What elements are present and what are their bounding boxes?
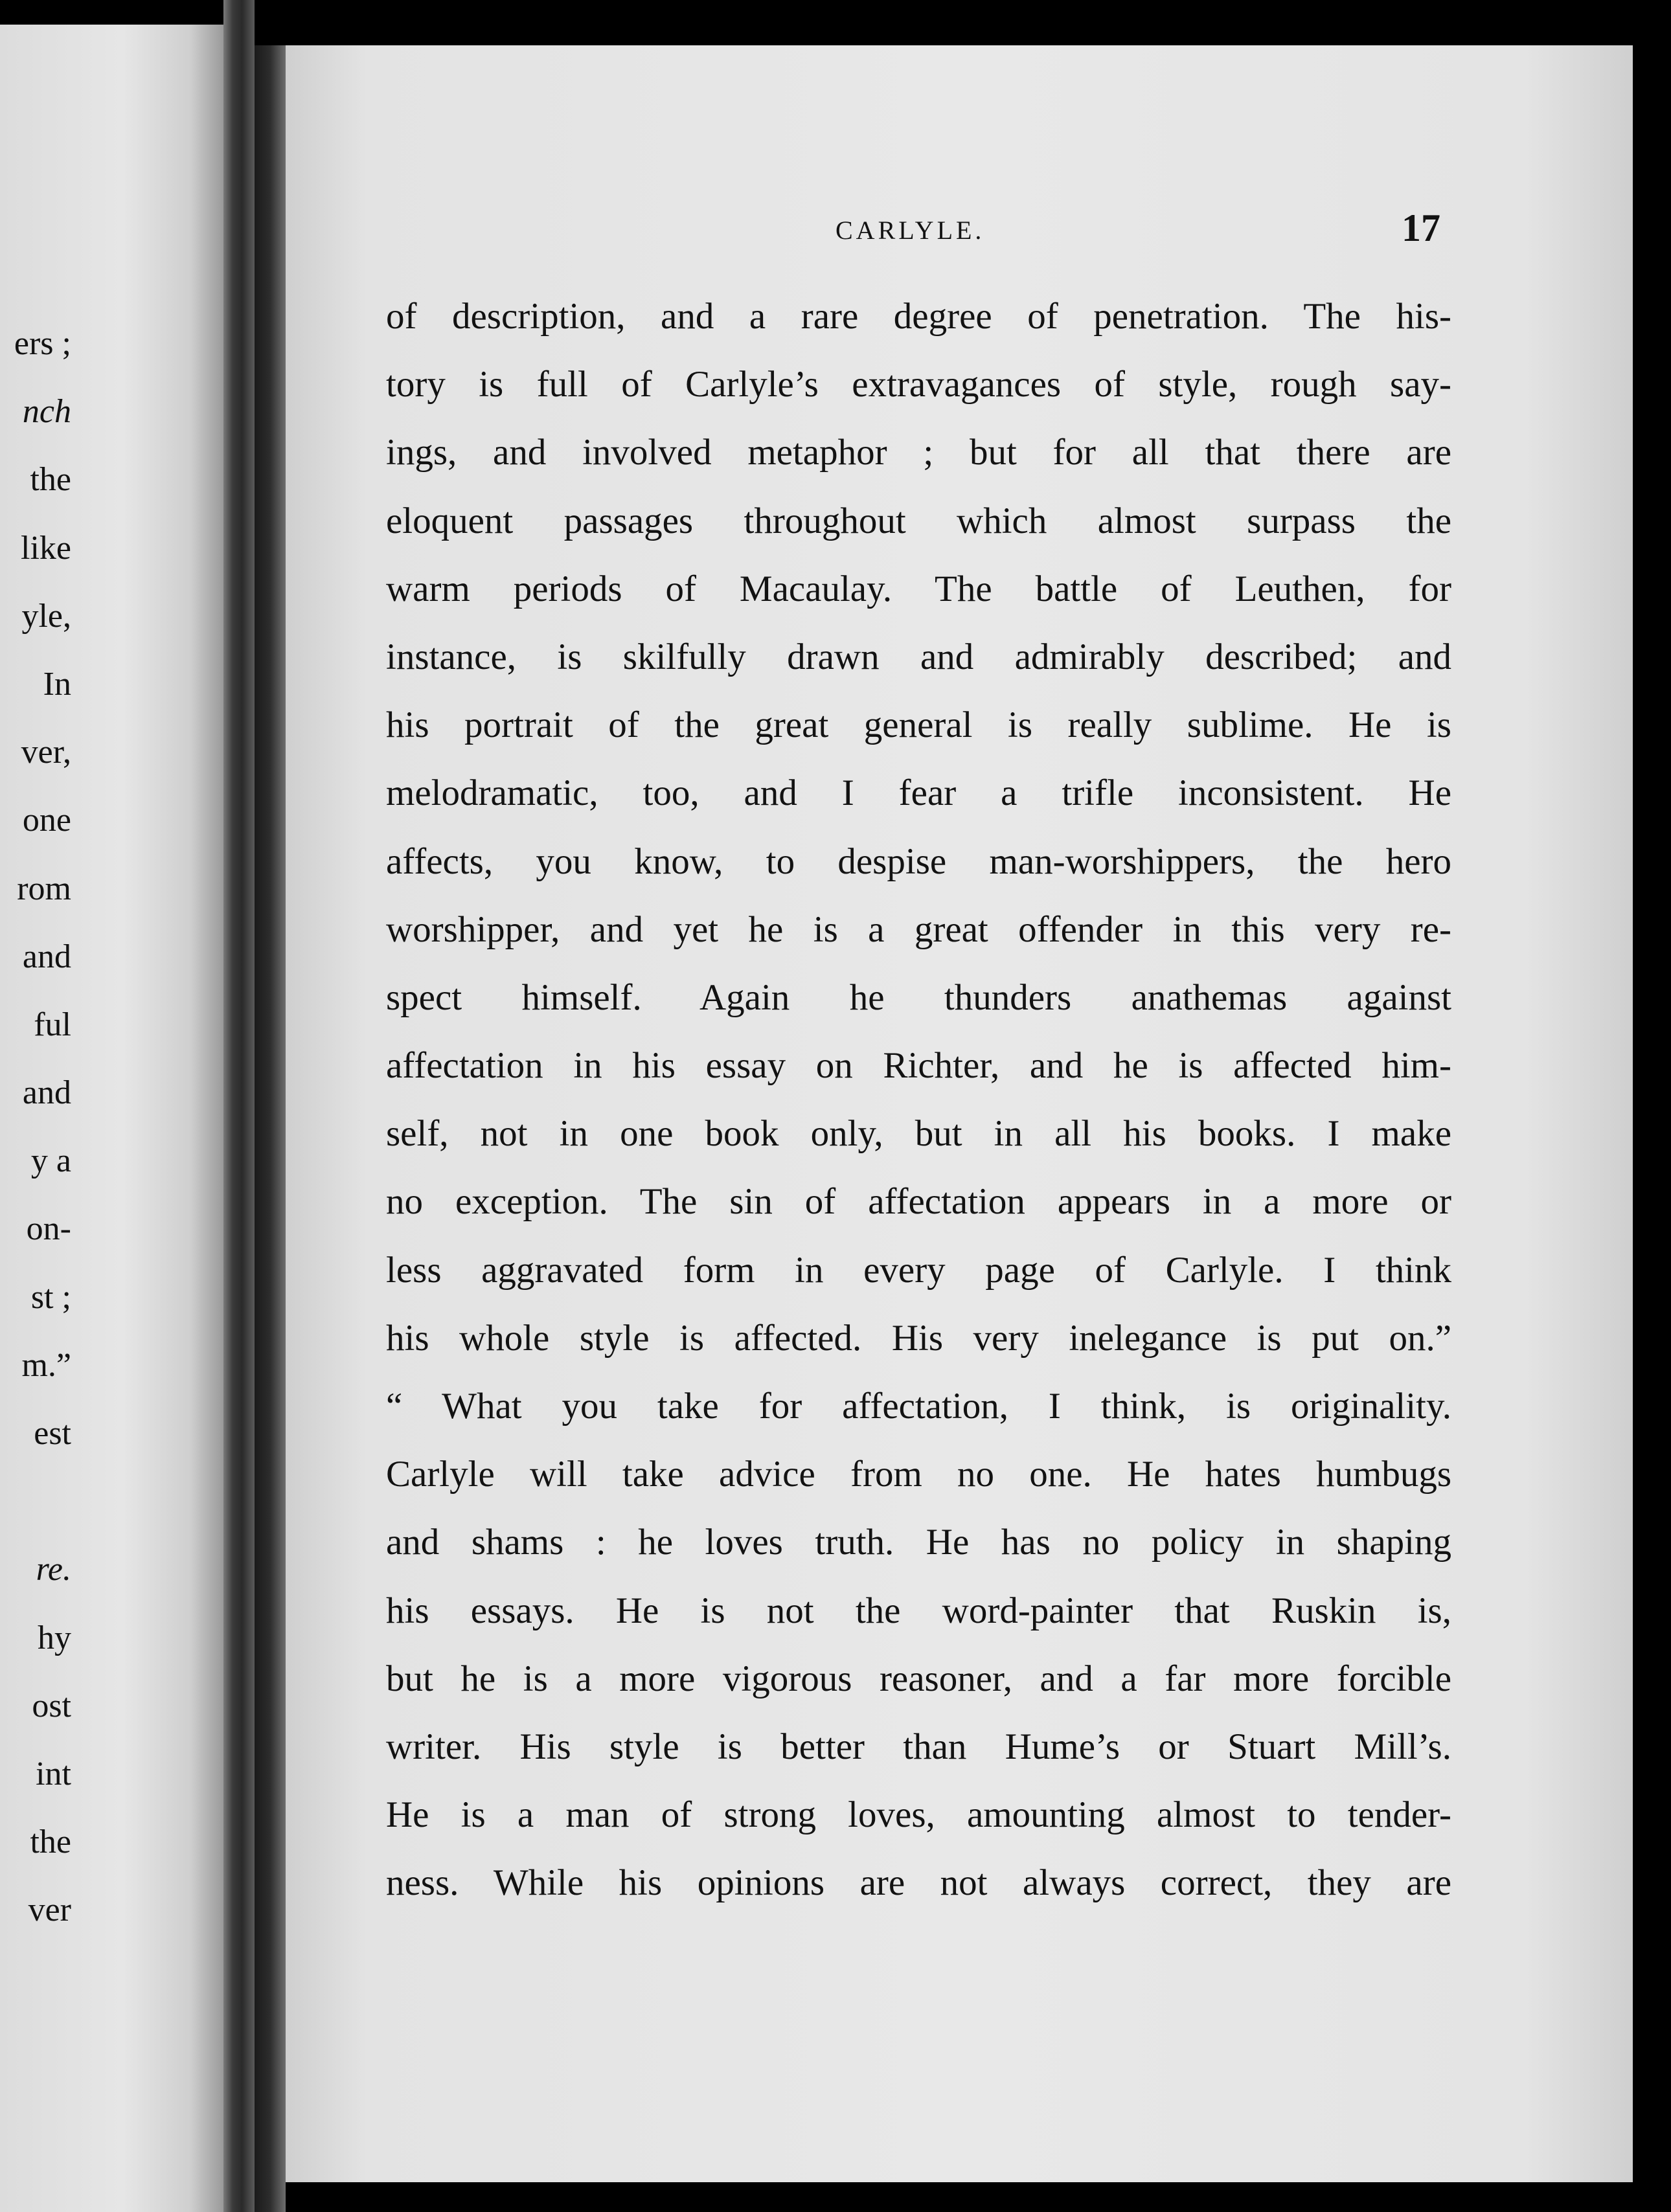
running-head: CARLYLE.	[836, 216, 985, 245]
left-fragment-line: rom	[17, 870, 71, 907]
text-line: instance, is skilfully drawn and admirably described; and	[386, 636, 1451, 677]
left-fragment-line: ver,	[21, 734, 71, 771]
left-fragment-line: In	[43, 665, 71, 703]
text-line: his portrait of the great general is really sublime. He is	[386, 705, 1451, 746]
text-line: spect himself. Again he thunders anathemas against	[386, 976, 1451, 1018]
text-line: less aggravated form in every page of Carlyle. I think	[386, 1249, 1451, 1291]
text-line: of description, and a rare degree of penetration. The his-	[386, 296, 1451, 337]
left-fragment-line: and	[22, 938, 71, 975]
left-fragment-line: st ;	[30, 1278, 71, 1316]
text-line: and shams : he loves truth. He has no policy in shaping	[386, 1522, 1451, 1563]
left-fragment-line: hy	[38, 1619, 71, 1656]
text-line: warm periods of Macaulay. The battle of Leuthen, for	[386, 568, 1451, 609]
left-fragment-line: nch	[22, 393, 71, 431]
left-fragment-line: yle,	[21, 597, 71, 635]
left-fragment-line: ver	[28, 1891, 71, 1929]
page-number: 17	[1402, 207, 1440, 249]
left-fragment-line: like	[21, 529, 71, 567]
left-fragment-line	[0, 1467, 71, 1535]
text-line: affectation in his essay on Richter, and he is affected him-	[386, 1045, 1451, 1087]
text-line: self, not in one book only, but in all his books. I make	[386, 1113, 1451, 1155]
text-line: ings, and involved metaphor ; but for all that there are	[386, 432, 1451, 473]
left-fragment-line: and	[22, 1074, 71, 1112]
left-fragment-line: ful	[34, 1006, 71, 1043]
text-line: “ What you take for affectation, I think, is originality.	[386, 1386, 1451, 1427]
left-fragment-line: m.”	[21, 1346, 71, 1384]
spine-shadow	[255, 45, 286, 2212]
left-fragment-line: one	[22, 802, 71, 839]
left-fragment-line: int	[36, 1755, 71, 1792]
text-line: writer. His style is better than Hume’s or Stuart Mill’s.	[386, 1726, 1451, 1767]
left-fragment-line: on-	[26, 1210, 71, 1248]
text-line: his essays. He is not the word-painter that Ruskin is,	[386, 1590, 1451, 1631]
text-line: affects, you know, to despise man-worshippers, the hero	[386, 841, 1451, 882]
text-line: melodramatic, too, and I fear a trifle inconsistent. He	[386, 773, 1451, 814]
page-edge	[1633, 45, 1671, 2212]
left-fragment-line: ers ;	[14, 325, 71, 362]
left-page-fragments	[0, 310, 71, 1945]
text-line: but he is a more vigorous reasoner, and a far more forcible	[386, 1658, 1451, 1699]
left-fragment-line: the	[30, 1823, 71, 1861]
text-line: ness. While his opinions are not always correct, they are	[386, 1862, 1451, 1904]
text-line: worshipper, and yet he is a great offender in this very re-	[386, 909, 1451, 950]
text-line: tory is full of Carlyle’s extravagances of style, rough say-	[386, 364, 1451, 405]
text-line: Carlyle will take advice from no one. He hates humbugs	[386, 1454, 1451, 1495]
left-fragment-line: the	[30, 461, 71, 499]
text-line: eloquent passages throughout which almost surpass the	[386, 500, 1451, 541]
left-fragment-line: re.	[36, 1551, 71, 1588]
body-text	[386, 282, 1451, 1917]
text-line: his whole style is affected. His very inelegance is put on.”	[386, 1317, 1451, 1359]
text-line: no exception. The sin of affectation appears in a more or	[386, 1181, 1451, 1223]
book-gutter	[223, 0, 255, 2212]
left-fragment-line: est	[34, 1415, 71, 1452]
text-line: He is a man of strong loves, amounting almost to tender-	[386, 1794, 1451, 1836]
left-fragment-line: ost	[32, 1687, 71, 1724]
left-fragment-line: y a	[30, 1142, 71, 1180]
left-page	[0, 25, 223, 2212]
